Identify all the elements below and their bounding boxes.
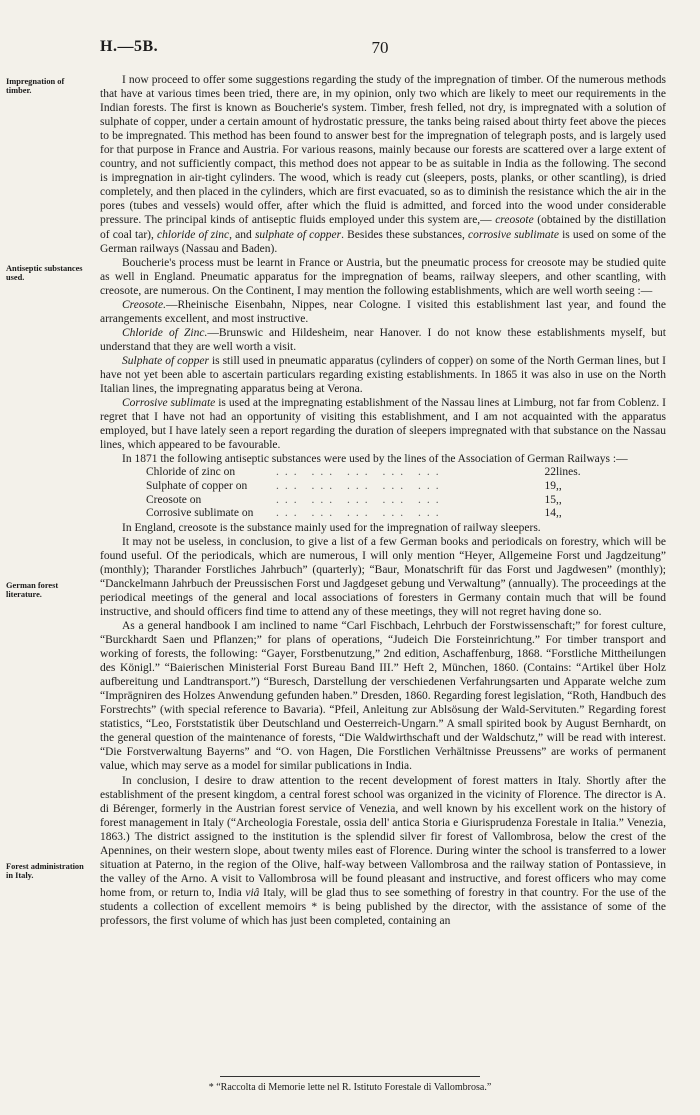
margin-note-antiseptic: Antiseptic substances used.: [6, 264, 83, 282]
paragraph-sulphate: Sulphate of copper is still used in pneumatic apparatus (cylinders of copper) on some of the North German lines, but I have not yet been able to ascertain particulars regarding existing establishments. In 1865 it was also in use on the North Italian lines, the impregnating apparatus being at Verona.: [100, 354, 666, 396]
margin-note-italy: Forest administration in Italy.: [6, 862, 84, 880]
paragraph-handbook: As a general handbook I am inclined to name “Carl Fischbach, Lehrbuch der Forstwissenschaft;” for forest culture, “Burckhardt Saen und Pflanzen;” for plans of operations, “Judeich Die Forsteinrichtung.” For timber transport and working of forests, the following: “Gayer, Forstbenutzung,” 2nd edition, Aschaffenburg, 1868. “Forstliche Mittheilungen des Königl.” “Baierischen Ministerial Forst Bureau Band III.” Heft 2, München, 1860. (Contains: “Artikel über Holz aufbereitung und Landtransport.”) “Buresch, Darstellung der verschiedenen Verfahrungsarten und Apparate welche zum “Imprägniren des Holzes Anwendung gefunden haben.” Dresden, 1860. Regarding forest legislation, “Roth, Handbuch des Forstrechts” (with special reference to Bavaria). “Pfeil, Anleitung zur Ablsösung der Wald-Servituten.” Regarding forest statistics, “Leo, Forststatistik über Deutschland und Oesterreich-Ungarn.” A small spirited book by August Bernhardt, on the general question of the maintenance of forests, “Die Waldwirthschaft und der Waldschutz,” will be read with interest. “Die Forstverwaltung Bayerns” and “O. von Hagen, Die Forstlichen Verhältnisse Preussens” are works of permanent value, which may serve as a model for similar publications in India.: [100, 620, 666, 773]
body-text: [100, 73, 666, 928]
table-row: Chloride of zinc on ... ... ... ... ... 22 lines.: [146, 466, 581, 479]
paragraph-england: In England, creosote is the substance mainly used for the impregnation of railway sleepers.: [122, 521, 541, 534]
margin-note-german-literature: German forest literature.: [6, 581, 59, 599]
substances-table: [146, 466, 596, 520]
page-number: 70: [371, 38, 389, 57]
paragraph-chloride: Chloride of Zinc.—Brunswic and Hildesheim, near Hanover. I do not know these establishments myself, but understand that they are well worth a visit.: [100, 326, 667, 353]
paragraph-sublimate: Corrosive sublimate is used at the impregnating establishment of the Nassau lines at Limburg, not far from Coblenz. I regret that I have not had an opportunity of visiting this establishment, and I am not acquainted with the apparatus employed, but I have lately seen a report regarding the duration of sleepers impregnated with that substance on the Nassau lines, which appeared to be favourable.: [100, 397, 666, 452]
page-header: [100, 38, 660, 60]
paragraph-boucherie: Boucherie's process must be learnt in France or Austria, but the pneumatic process for creosote may be studied quite as well in England. Pneumatic apparatus for the impregnation of beams, railway sleepers, and other scantling, with creosote, are numerous. On the Continent, I may mention the following establishments, which are well worth seeing :—: [100, 256, 666, 297]
paragraph-impregnation: I now proceed to offer some suggestions regarding the study of the impregnation of timber. Of the numerous methods that have at various times been tried, there are, in my opinion, only two which are likely to meet our requirements in the Indian forests. The first is known as Boucherie's system. Timber, fresh felled, not dry, is impregnated with a solution of sulphate of copper, under a certain amount of hydrostatic pressure, the tanks being raised about thirty feet above the pieces to be impregnated. This method has been found to answer best for the impregnation of telegraph posts, and is largely used for that purpose in France and Austria. For various reasons, mainly because our forests are scattered over a large extent of country, and not sufficiently compact, this method does not appear to be as suitable in India as the following. The second is impregnation in air-tight cylinders. The wood, which is ready cut (sleepers, posts, planks, or other scantling), is dried completely, and then placed in the cylinders, which are first evacuated, so as to diminish the resistance which the air in the pores (tubes and vessels) would offer, after which the fluid is admitted, and forced into the wood under considerable pressure. The principal kinds of antiseptic fluids employed under this system are,— creosote (obtained by the distillation of coal tar), chloride of zinc, and sulphate of copper. Besides these substances, corrosive sublimate is used on some of the German railways (Nassau and Baden).: [100, 74, 667, 255]
section-reference: H.—5B.: [100, 38, 159, 55]
paragraph-italy: In conclusion, I desire to draw attention to the recent development of forest matters in Italy. Shortly after the establishment of the present kingdom, a central forest school was organized in the vicinity of Florence. The director is A. di Bérenger, formerly in the Austrian forest service of Venezia, and well known by his excellent work on the history of forest management in Italy (“Archeologia Forestale, ossia dell' antica Storia e Giurisprudenza Forestale in Italia.” Venezia, 1863.) The district assigned to the institution is the splendid silver fir forest of Vallombrosa, below the crest of the Apennines, on their western slope, about twenty miles east of Florence. During winter the school is transferred to a lower situation at Paterno, in the region of the Olive, half-way between Vallombrosa and the railway station of Pontassieve, in the valley of the Arno. A visit to Vallombrosa will be found pleasant and instructive, and forest officers who may come home from, or return to, India viâ Italy, will be glad thus to see something of forestry in that country. For the use of the students a collection of excellent memoirs * is being published by the director, with the assistance of some of the professors, the first volume of which has just been completed, containing an: [100, 774, 666, 927]
paragraph-1871: In 1871 the following antiseptic substances were used by the lines of the Association of German Railways :—: [122, 453, 628, 466]
table-row: Corrosive sublimate on ... ... ... ... ... 14 ,,: [146, 507, 562, 520]
footnote-rule: [220, 1076, 480, 1077]
table-row: Sulphate of copper on ... ... ... ... ... 19 ,,: [146, 479, 562, 492]
paragraph-creosote: Creosote.—Rheinische Eisenbahn, Nippes, near Cologne. I visited this establishment last year, and found the arrangements excellent, and most instructive.: [100, 298, 666, 325]
paragraph-german-literature: It may not be useless, in conclusion, to give a list of a few German books and periodicals on forestry, which will be found useful. Of the periodicals, which are numerous, I will only mention “Heyer, Allgemeine Forst und Jagdzeitung” (monthly); Tharander Forstliches Jahrbuch” (quarterly); “Baur, Monatschrift für das Forst und Jagdwesen” (monthly); “Danckelmann Jahrbuch der Preussischen Forst und Jagdgeset gebung und Verwaltung” (annually). The proceedings at the periodical meetings of the general and local associations of foresters in Germany contain much that will be found instructive, and should officers find time to attend any of these meetings, they will not regret having done so.: [100, 535, 666, 618]
margin-note-impregnation: Impregnation of timber.: [6, 77, 65, 95]
table-row: Creosote on ... ... ... ... ... 15 ,,: [146, 493, 562, 506]
footnote: * “Raccolta di Memorie lette nel R. Istituto Forestale di Vallombrosa.”: [208, 1082, 492, 1093]
